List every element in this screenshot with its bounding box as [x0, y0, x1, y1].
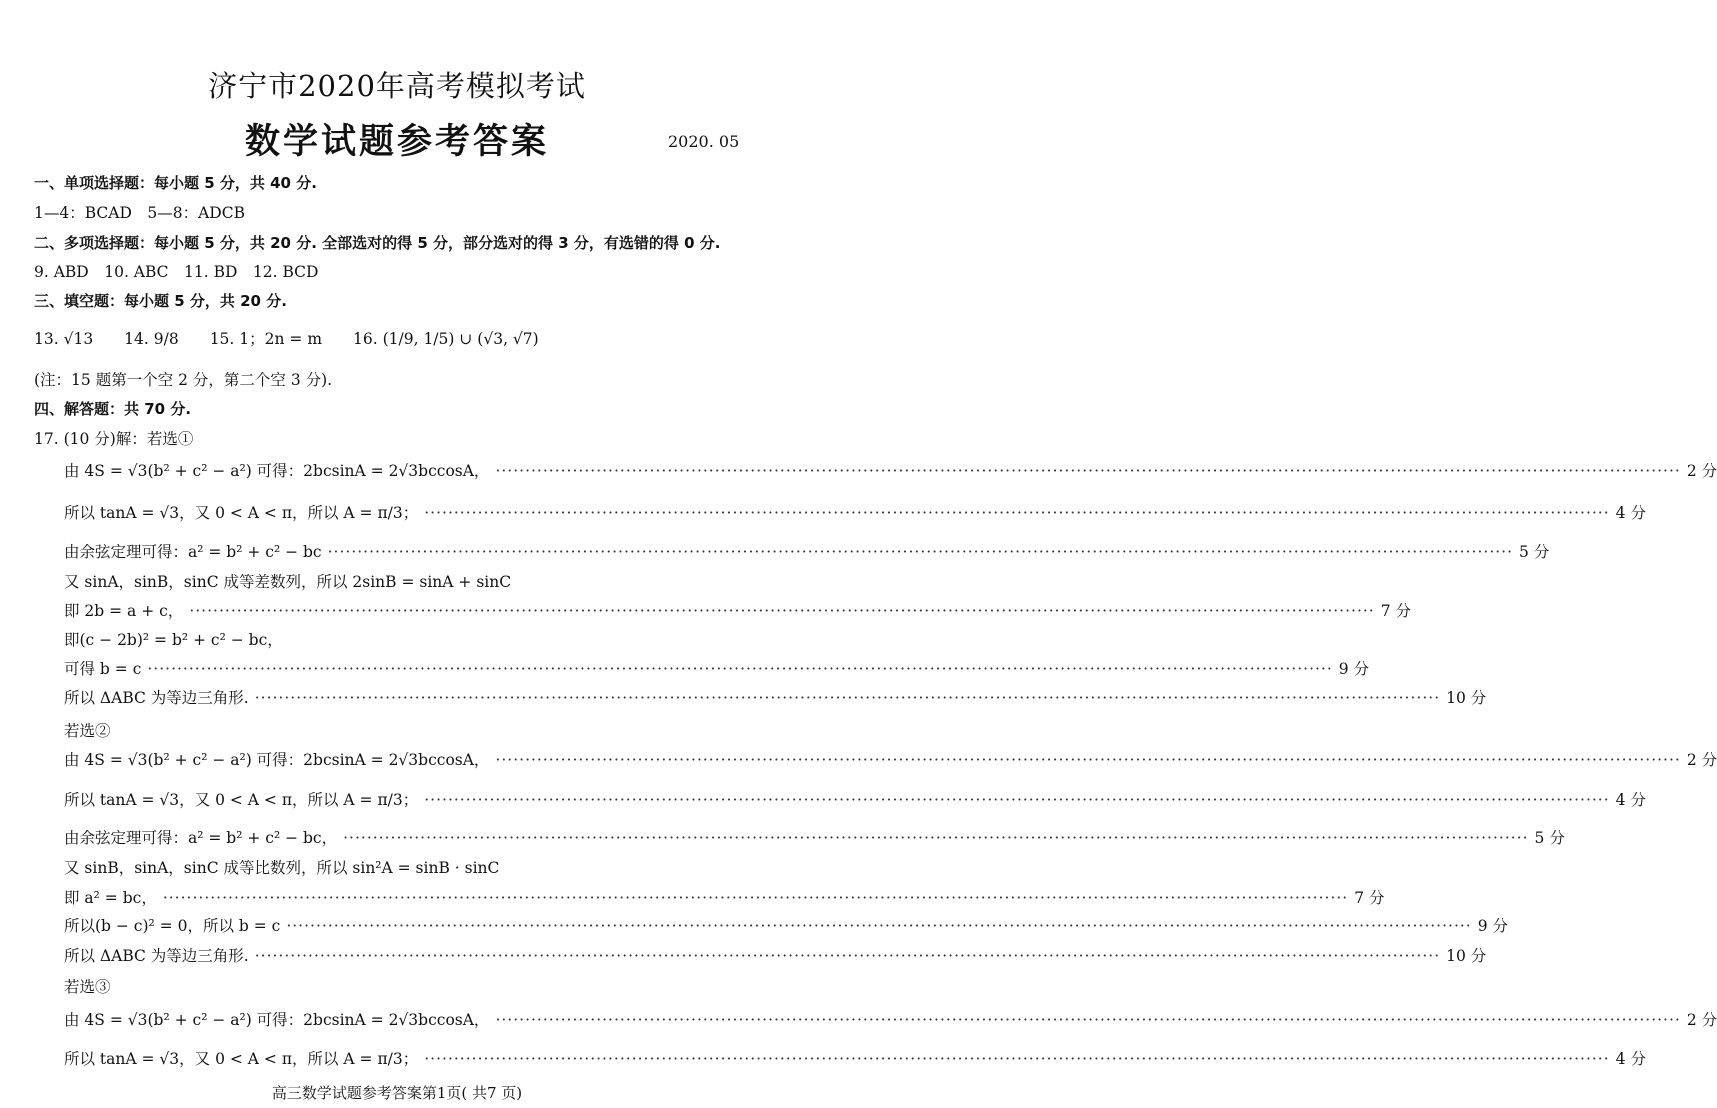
leader-dots: ········································································································································································································ — [254, 947, 1441, 965]
section-2-answers: 9. ABD 10. ABC 11. BD 12. BCD — [34, 263, 319, 281]
solution-step — [64, 788, 1646, 810]
step-points: 4 分 — [1615, 504, 1646, 522]
question-17-heading: 17. (10 分)解：若选① — [34, 430, 194, 448]
step-text: 所以 tanA = √3，又 0 < A < π，所以 A = π/3； — [64, 504, 419, 522]
step-points: 4 分 — [1615, 1050, 1646, 1068]
solution-step — [64, 570, 740, 592]
step-text: 若选③ — [64, 978, 111, 996]
step-text: 所以 tanA = √3，又 0 < A < π，所以 A = π/3； — [64, 791, 419, 809]
step-text: 若选② — [64, 722, 111, 740]
step-text: 可得 b = c — [64, 660, 142, 678]
exam-title: 济宁市2020年高考模拟考试 — [208, 69, 586, 103]
solution-step — [64, 856, 740, 878]
section-2-heading: 二、多项选择题：每小题 5 分，共 20 分. 全部选对的得 5 分，部分选对的得 3 分，有选错的得 0 分. — [34, 234, 721, 252]
leader-dots: ········································································································································································································ — [424, 1050, 1610, 1068]
solution-step — [64, 1008, 1717, 1030]
leader-dots: ········································································································································································································ — [495, 751, 1681, 769]
doc-subtitle: 数学试题参考答案 — [244, 122, 549, 162]
leader-dots: ········································································································································································································ — [327, 543, 1514, 561]
solution-step — [64, 719, 740, 741]
step-points: 5 分 — [1534, 829, 1565, 847]
solution-step — [64, 944, 1487, 966]
step-text: 所以 ΔABC 为等边三角形. — [64, 689, 249, 707]
step-points: 2 分 — [1686, 462, 1717, 480]
leader-dots: ········································································································································································································ — [147, 660, 1333, 678]
step-points: 4 分 — [1615, 791, 1646, 809]
leader-dots: ········································································································································································································ — [162, 889, 1349, 907]
leader-dots: ········································································································································································································ — [343, 829, 1529, 847]
step-text: 由余弦定理可得：a² = b² + c² − bc — [64, 543, 322, 561]
section-1-heading: 一、单项选择题：每小题 5 分，共 40 分. — [34, 174, 317, 192]
step-points: 2 分 — [1686, 1011, 1717, 1029]
step-points: 7 分 — [1354, 889, 1385, 907]
step-points: 7 分 — [1380, 602, 1412, 620]
leader-dots: ········································································································································································································ — [424, 504, 1610, 522]
solution-step — [64, 628, 740, 650]
solution-step — [64, 914, 1509, 936]
step-text: 由余弦定理可得：a² = b² + c² − bc， — [64, 829, 338, 847]
step-text: 即 2b = a + c， — [64, 602, 184, 620]
section-3-answers: 13. √13 14. 9/8 15. 1；2n = m 16. (1/9, 1/5) ∪ (√3, √7) — [34, 330, 539, 348]
section-3-note: (注：15 题第一个空 2 分，第二个空 3 分). — [34, 371, 333, 389]
step-points: 10 分 — [1446, 689, 1487, 707]
solution-step — [64, 748, 1717, 770]
step-text: 由 4S = √3(b² + c² − a²) 可得：2bcsinA = 2√3bccosA， — [64, 751, 490, 769]
solution-step — [64, 975, 740, 997]
step-text: 所以 ΔABC 为等边三角形. — [64, 947, 249, 965]
solution-step — [64, 826, 1565, 848]
step-text: 即 a² = bc， — [64, 889, 157, 907]
solution-step — [64, 657, 1370, 679]
step-text: 由 4S = √3(b² + c² − a²) 可得：2bcsinA = 2√3bccosA， — [64, 462, 490, 480]
step-text: 所以 tanA = √3，又 0 < A < π，所以 A = π/3； — [64, 1050, 419, 1068]
leader-dots: ········································································································································································································ — [495, 462, 1681, 480]
step-points: 9 分 — [1477, 917, 1509, 935]
leader-dots: ········································································································································································································ — [189, 602, 1375, 620]
solution-step — [64, 459, 1717, 481]
step-text: 即(c − 2b)² = b² + c² − bc， — [64, 631, 283, 649]
doc-date: 2020. 05 — [668, 132, 740, 151]
leader-dots: ········································································································································································································ — [286, 917, 1472, 935]
leader-dots: ········································································································································································································ — [424, 791, 1610, 809]
step-text: 由 4S = √3(b² + c² − a²) 可得：2bcsinA = 2√3bccosA， — [64, 1011, 490, 1029]
step-text: 又 sinA，sinB，sinC 成等差数列，所以 2sinB = sinA + sinC — [64, 573, 512, 591]
step-points: 2 分 — [1686, 751, 1717, 769]
step-points: 5 分 — [1519, 543, 1550, 561]
leader-dots: ········································································································································································································ — [495, 1011, 1681, 1029]
step-points: 10 分 — [1446, 947, 1487, 965]
section-4-heading: 四、解答题：共 70 分. — [34, 400, 192, 418]
solution-step — [64, 1047, 1646, 1069]
solution-step — [64, 599, 1412, 621]
solution-step — [64, 886, 1385, 908]
page-footer: 高三数学试题参考答案第1页( 共7 页) — [271, 1084, 523, 1102]
section-1-answers: 1—4：BCAD 5—8：ADCB — [34, 204, 245, 222]
solution-step — [64, 501, 1646, 523]
step-points: 9 分 — [1338, 660, 1370, 678]
solution-step — [64, 540, 1550, 562]
step-text: 又 sinB，sinA，sinC 成等比数列，所以 sin²A = sinB · sinC — [64, 859, 500, 877]
step-text: 所以(b − c)² = 0，所以 b = c — [64, 917, 281, 935]
section-3-heading: 三、填空题：每小题 5 分，共 20 分. — [34, 292, 287, 310]
solution-step — [64, 686, 1487, 708]
leader-dots: ········································································································································································································ — [254, 689, 1441, 707]
